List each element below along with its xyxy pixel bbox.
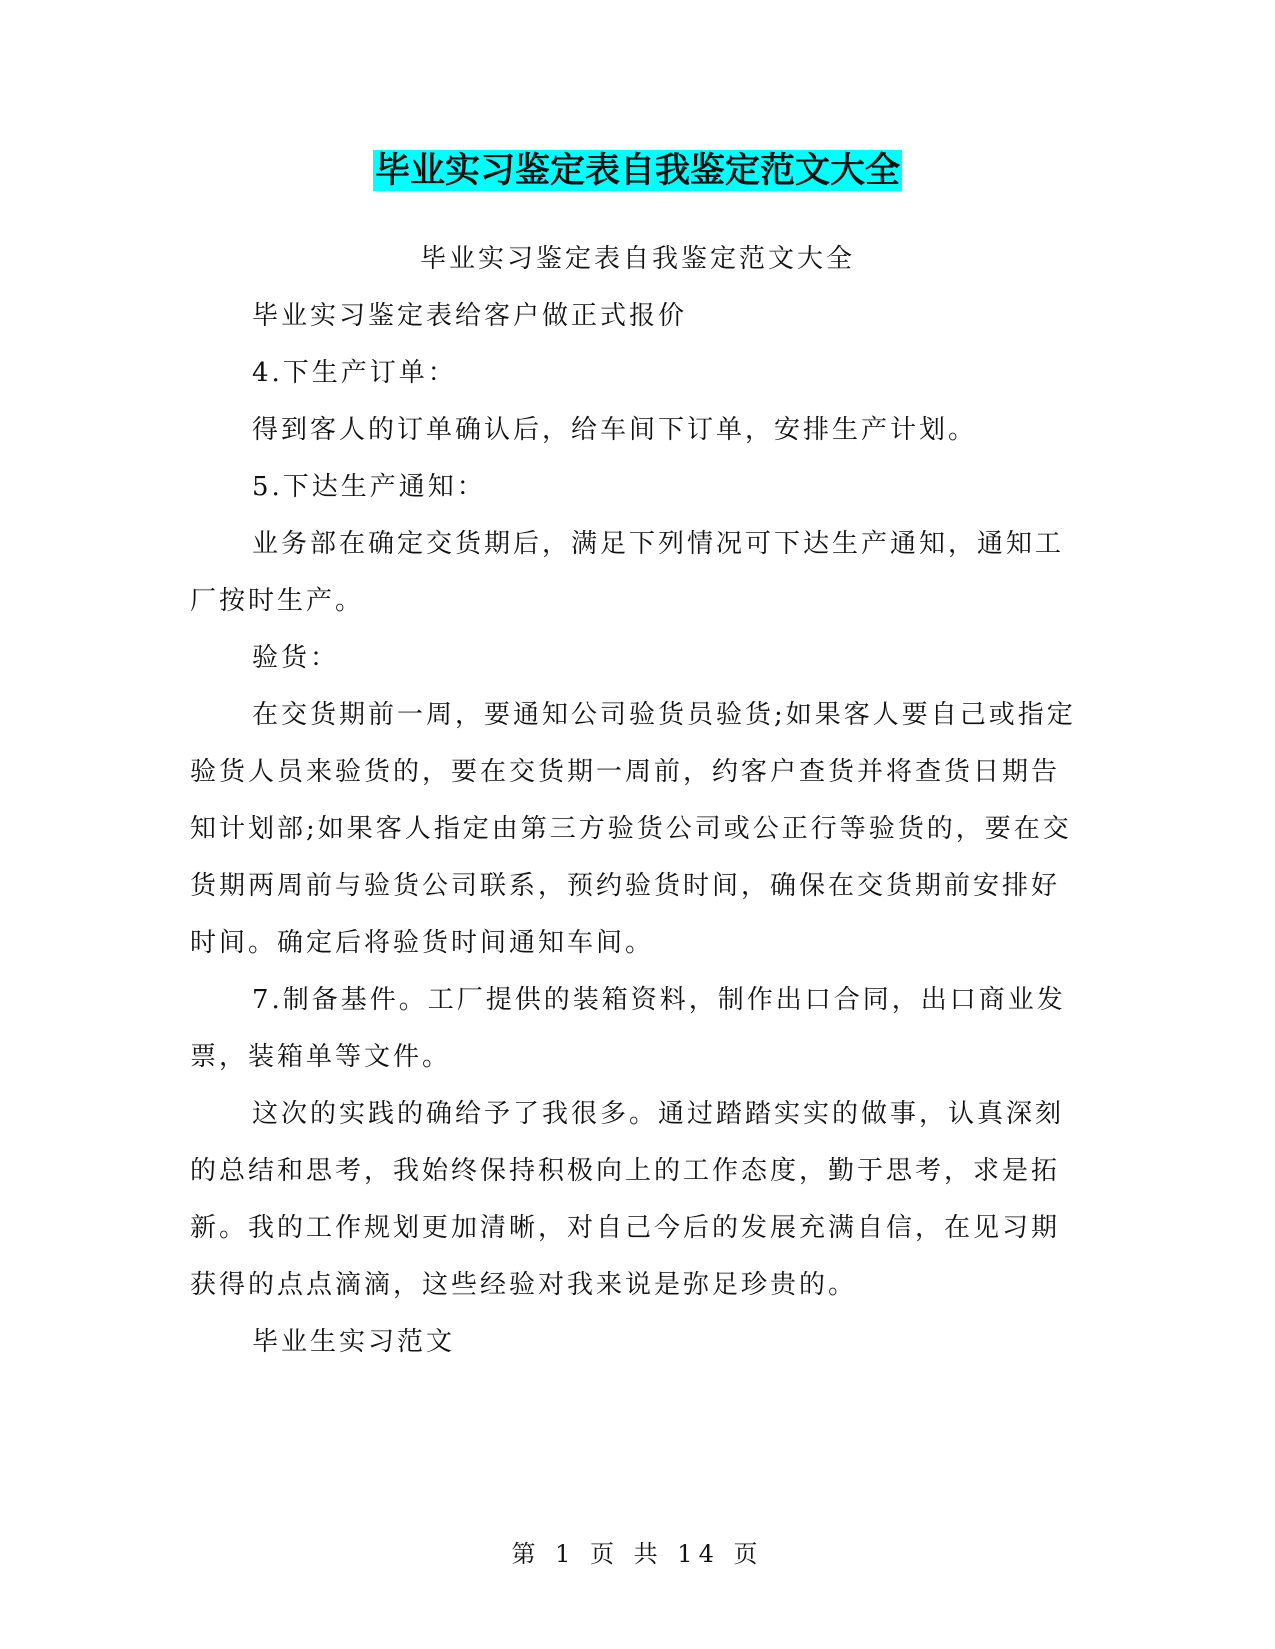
paragraph: 验货： — [252, 643, 340, 673]
paragraph: 7.制备基件。工厂提供的装箱资料，制作出口合同，出口商业发票，装箱单等文件。 — [190, 985, 1066, 1072]
paragraph: 5.下达生产通知： — [252, 472, 486, 502]
paragraph: 业务部在确定交货期后，满足下列情况可下达生产通知，通知工厂按时生产。 — [190, 529, 1065, 616]
paragraph: 在交货期前一周，要通知公司验货员验货;如果客人要自己或指定验货人员来验货的，要在交货期一周前，约客户查货并将查货日期告知计划部;如果客人指定由第三方验货公司或公正行等验货的，要在交货期两周前与验货公司联系，预约验货时间，确保在交货期前安排好时间。确定后将验货时间通知车间。 — [190, 700, 1076, 958]
document-subtitle: 毕业实习鉴定表自我鉴定范文大全 — [419, 244, 855, 274]
paragraph: 毕业生实习范文 — [252, 1327, 456, 1357]
paragraph: 4.下生产订单： — [252, 358, 457, 388]
paragraph: 这次的实践的确给予了我很多。通过踏踏实实的做事，认真深刻的总结和思考，我始终保持积极向上的工作态度，勤于思考，求是拓新。我的工作规划更加清晰，对自己今后的发展充满自信，在见习期获得的点点滴滴，这些经验对我来说是弥足珍贵的。 — [190, 1099, 1065, 1300]
document-title — [0, 146, 1275, 196]
page-number-footer: 第 1 页 共 14 页 — [511, 1540, 764, 1568]
highlighted-title-text: 毕业实习鉴定表自我鉴定范文大全 — [374, 150, 900, 191]
paragraph: 得到客人的订单确认后，给车间下订单，安排生产计划。 — [252, 415, 978, 445]
document-body — [190, 231, 1085, 1371]
paragraph: 毕业实习鉴定表给客户做正式报价 — [252, 301, 688, 331]
